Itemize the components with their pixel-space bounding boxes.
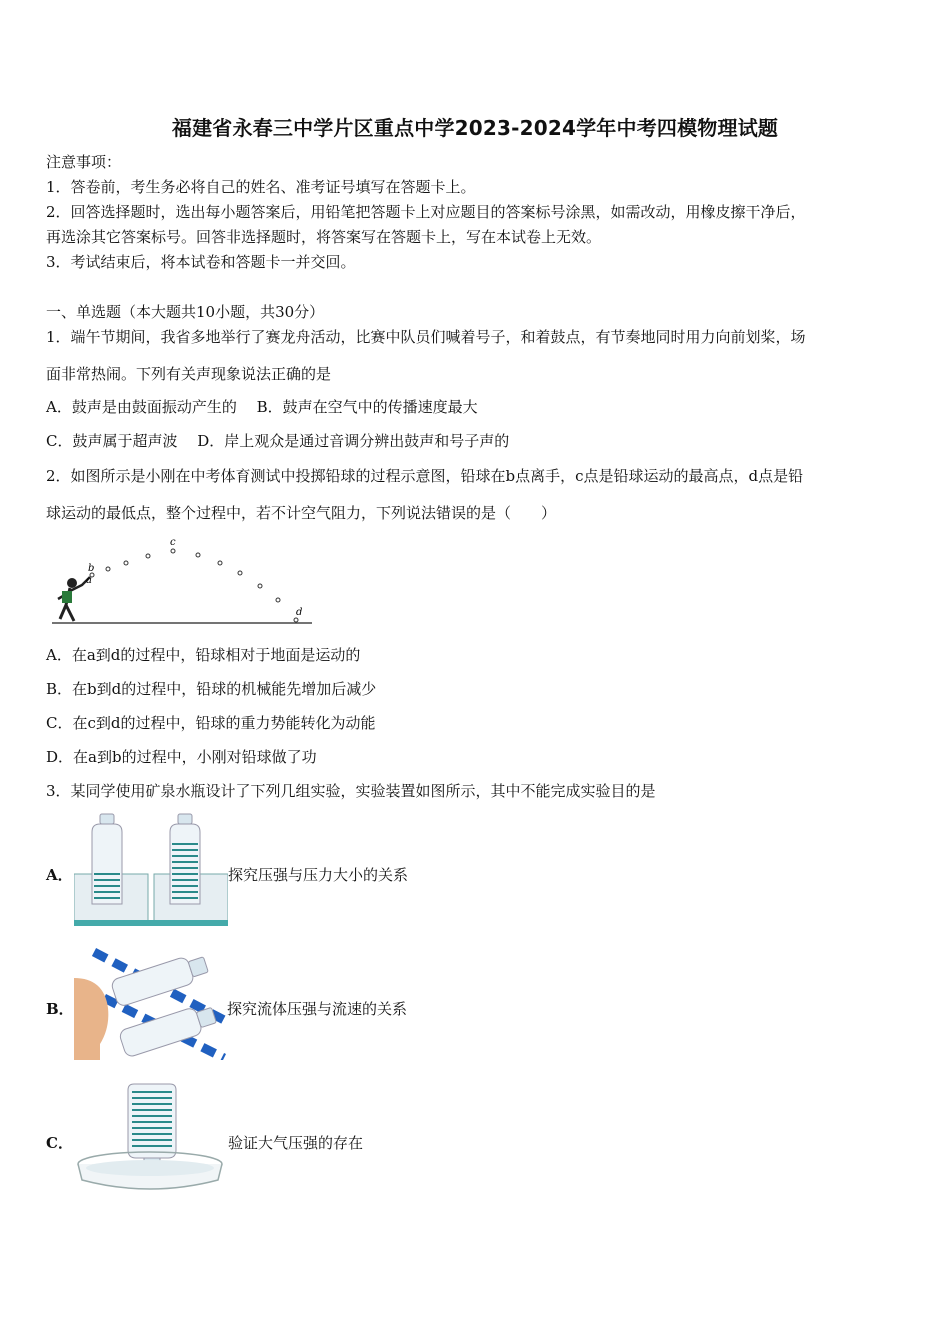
ball-point [218,561,222,565]
ball-point [238,571,242,575]
shot-put-figure [50,535,320,630]
page-title: 福建省永春三中学片区重点中学2023-2024学年中考四模物理试题 [171,116,779,140]
q1-stem-line2: 面非常热闹。下列有关声现象说法正确的是 [46,365,332,383]
ball-point [196,553,200,557]
bottle-upright [92,814,122,904]
label-a: a [86,575,92,586]
ball-point [276,598,280,602]
ball-point [146,554,150,558]
q2-option-c: C．在c到d的过程中，铅球的重力势能转化为动能 [46,714,376,732]
notice-item: 2．回答选择题时，选出每小题答案后，用铅笔把答题卡上对应题目的答案标号涂黑，如需改动，用橡皮擦干净后， [46,203,806,221]
trajectory-points [90,549,298,622]
bottle-top [110,951,210,1007]
q2-option-b: B．在b到d的过程中，铅球的机械能先增加后减少 [46,680,377,698]
q3-stem: 3．某同学使用矿泉水瓶设计了下列几组实验，实验装置如图所示，其中不能完成实验目的是 [46,782,656,800]
q3-option-b-label: B． [46,1000,74,1018]
face-profile [74,978,108,1060]
ball-point [106,567,110,571]
q3-option-b-text: 探究流体压强与流速的关系 [227,1000,408,1018]
inverted-bottle [128,1084,176,1168]
q1-options-cd: C．鼓声属于超声波 D．岸上观众是通过音调分辨出鼓声和号子声的 [46,432,510,450]
sponge-base [74,920,228,926]
notice-item: 再选涂其它答案标号。回答非选择题时，将答案写在答题卡上，写在本试卷上无效。 [46,228,602,246]
bottle-full [170,814,200,904]
label-d: d [296,607,303,618]
notice-heading: 注意事项： [46,153,122,171]
q3-option-c-text: 验证大气压强的存在 [228,1134,364,1152]
label-b: b [88,563,95,574]
q1-stem-line1: 1．端午节期间，我省多地举行了赛龙舟活动，比赛中队员们喊着号子，和着鼓点，有节奏地同时用力向前划桨，场 [46,328,806,346]
q3-option-a-text: 探究压强与压力大小的关系 [228,866,409,884]
q2-option-d: D．在a到b的过程中，小刚对铅球做了功 [46,748,317,766]
q1-options-ab: A．鼓声是由鼓面振动产生的 B．鼓声在空气中的传播速度最大 [46,398,478,416]
q3-option-c-label: C． [46,1134,73,1152]
q3-option-a-label: A． [46,866,73,884]
q2-stem-line1: 2．如图所示是小刚在中考体育测试中投掷铅球的过程示意图，铅球在b点离手，c点是铅球运动的最高点，d点是铅 [46,467,804,485]
q2-stem-line2: 球运动的最低点，整个过程中，若不计空气阻力，下列说法错误的是（ ） [46,504,557,522]
bottles-on-sponge-figure [74,812,228,926]
section-heading: 一、单选题（本大题共10小题，共30分） [46,303,325,321]
ball-point [171,549,175,553]
ball-point [124,561,128,565]
q2-option-a: A．在a到d的过程中，铅球相对于地面是运动的 [46,646,361,664]
ball-point [294,618,298,622]
ball-point [258,584,262,588]
blowing-bottles-figure [74,948,226,1060]
inverted-bottle-in-dish-figure [74,1080,226,1194]
notice-item: 3．考试结束后，将本试卷和答题卡一并交回。 [46,253,356,271]
label-c: c [170,537,176,548]
notice-item: 1．答卷前，考生务必将自己的姓名、准考证号填写在答题卡上。 [46,178,476,196]
